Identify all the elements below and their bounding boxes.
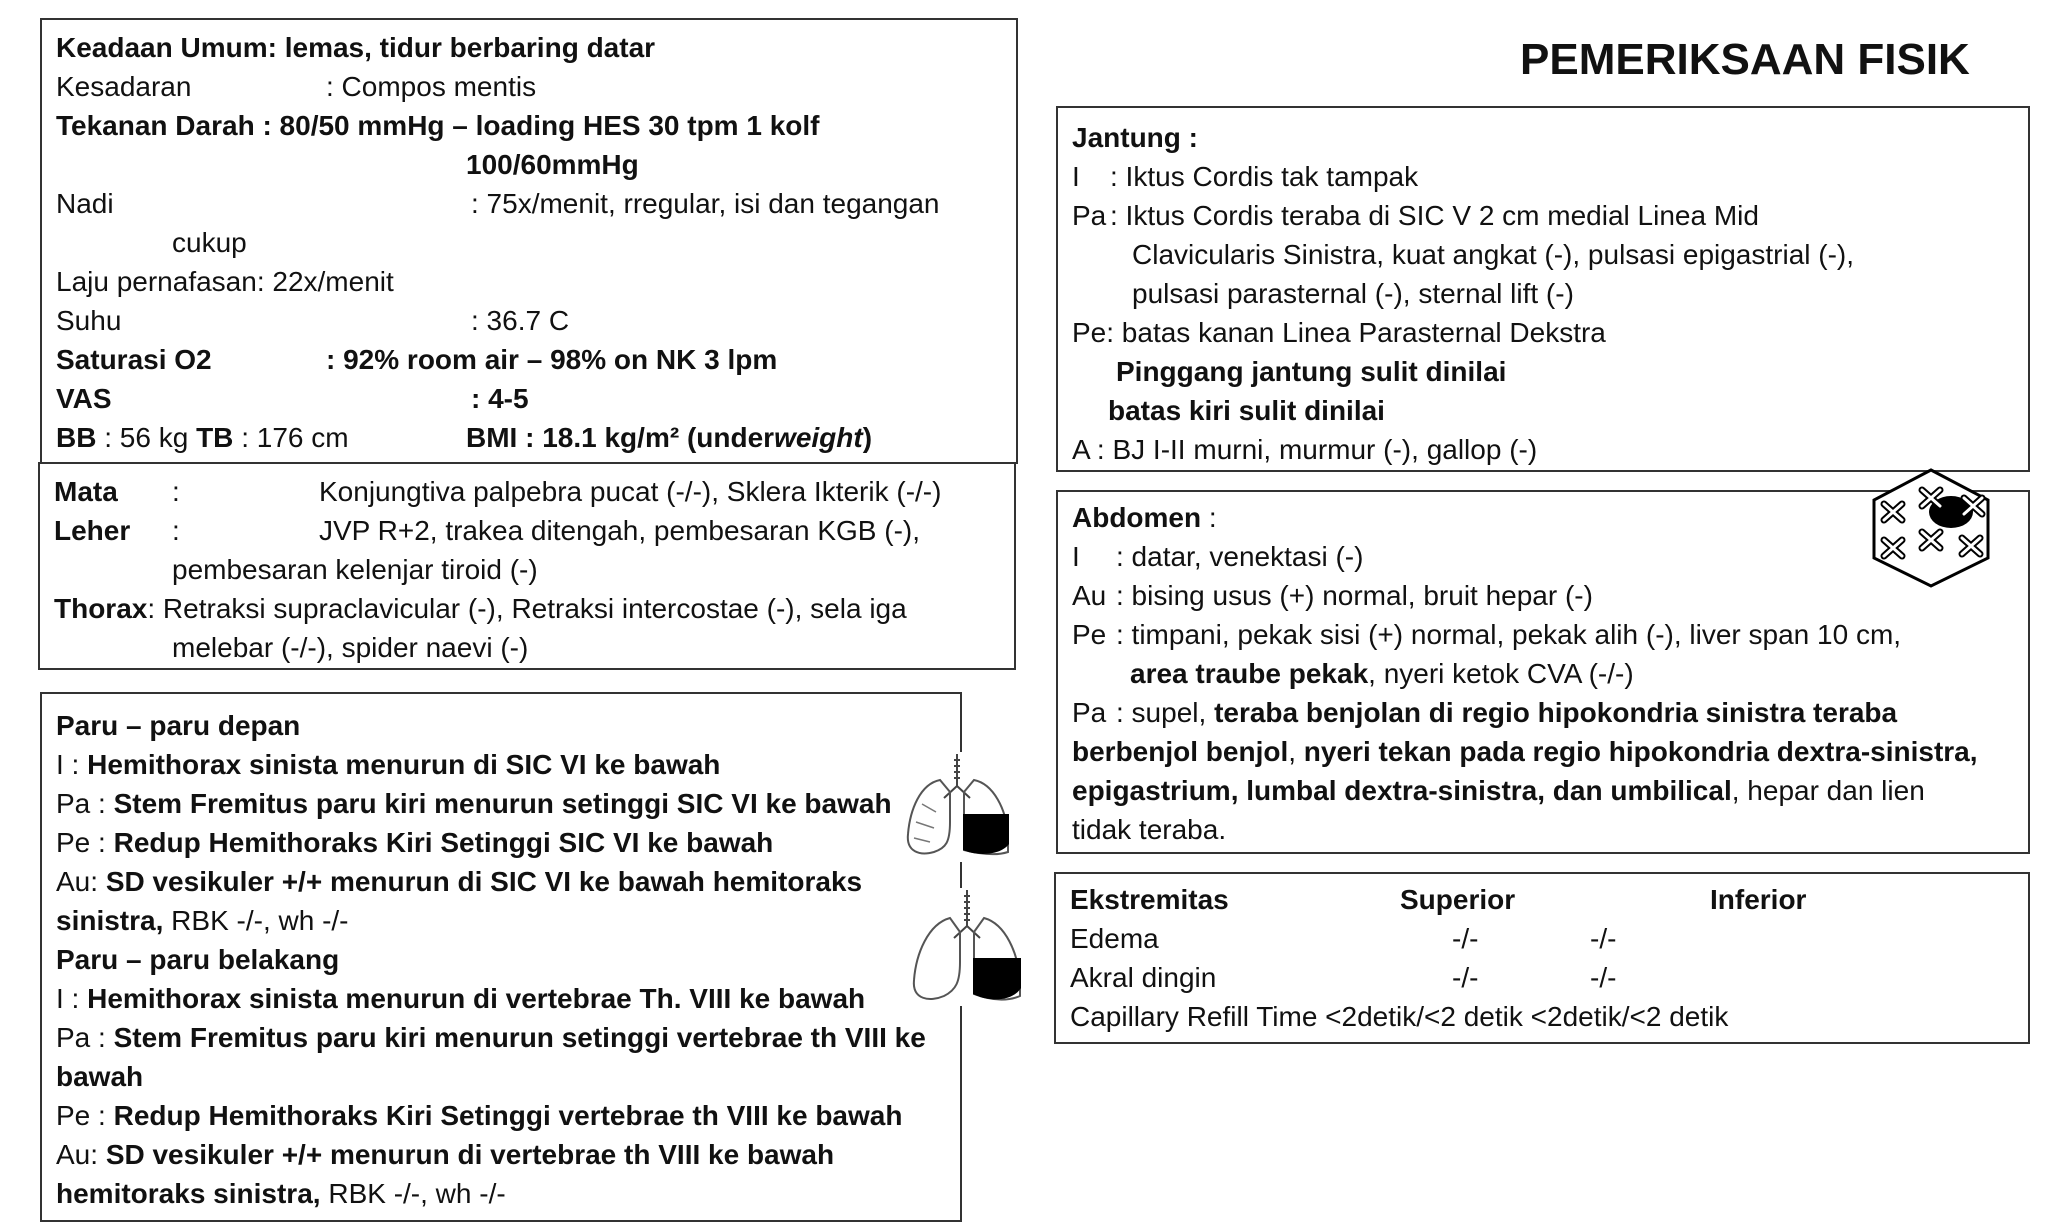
jantung-palpasi-3 (1072, 274, 2014, 313)
akral-superior: -/- (1452, 962, 1479, 993)
b-i-label: I : (56, 983, 88, 1014)
a-pa-line3-bold: epigastrium, lumbal dextra-sinistra, dan umbilical (1072, 775, 1732, 806)
paru-belakang-palpasi (56, 1018, 946, 1057)
paru-belakang-auskultasi (56, 1135, 946, 1174)
edema-row (1070, 919, 2014, 958)
bmi-row (56, 418, 1002, 457)
suhu-row (56, 301, 1002, 340)
jantung-perkusi: Pe: batas kanan Linea Parasternal Dekstra (1072, 317, 1606, 348)
tekanan-darah-row (56, 106, 1002, 145)
jantung-perkusi-2 (1072, 352, 2014, 391)
crt-row: Capillary Refill Time <2detik/<2 detik <2detik/<2 detik (1070, 1001, 1729, 1032)
vas-value: : 4-5 (471, 383, 529, 414)
tb-label: TB (196, 422, 234, 453)
a-i-label: I (1072, 541, 1080, 572)
abdomen-perkusi-2 (1072, 654, 2014, 693)
leher-row-2 (54, 550, 1000, 589)
mata-row (54, 472, 1000, 511)
td-value-2: 100/60mmHg (466, 149, 639, 180)
vital-signs-box (40, 18, 1018, 464)
abdomen-perkusi (1072, 615, 2014, 654)
d-au-bold2: sinistra, (56, 905, 164, 936)
leher-colon: : (172, 515, 180, 546)
page-title: PEMERIKSAAN FISIK (1520, 35, 1970, 84)
a-pe-tail: , nyeri ketok CVA (-/-) (1368, 658, 1634, 689)
laju-text: Laju pernafasan: 22x/menit (56, 266, 394, 297)
a-i-value: : datar, venektasi (-) (1116, 541, 1364, 572)
a-pe-label: Pe (1072, 619, 1107, 650)
nadi-label: Nadi (56, 188, 114, 219)
a-pa-line2-bold: berbenjol benjol (1072, 736, 1289, 767)
spo2-label: Saturasi O2 (56, 344, 212, 375)
bmi-close: ) (862, 422, 873, 453)
paru-box (40, 692, 962, 1222)
inferior-header: Inferior (1710, 884, 1807, 915)
abdomen-regions-icon (1866, 466, 1996, 590)
a-pa-bold: teraba benjolan di regio hipokondria sinistra teraba (1214, 697, 1898, 728)
j-pa-value-3: pulsasi parasternal (-), sternal lift (-) (1132, 278, 1574, 309)
b-au-bold2: hemitoraks sinistra, (56, 1178, 321, 1209)
lungs-front-icon (900, 752, 1018, 862)
b-au-label: Au: (56, 1139, 106, 1170)
paru-belakang-perkusi (56, 1096, 946, 1135)
bmi-italic: weight (774, 422, 863, 453)
b-pe-label: Pe : (56, 1100, 114, 1131)
a-pa-line2-mid: , (1288, 736, 1304, 767)
d-au-label: Au: (56, 866, 106, 897)
ku-label: Keadaan Umum (56, 32, 268, 63)
spo2-value: : 92% room air – 98% on NK 3 lpm (326, 344, 778, 375)
abdomen-title-colon: : (1201, 502, 1217, 533)
lungs-back-icon (908, 888, 1026, 1006)
tekanan-darah-row-2 (56, 145, 1002, 184)
bmi-label: BMI (466, 422, 518, 453)
vas-label: VAS (56, 383, 112, 414)
mata-value: Konjungtiva palpebra pucat (-/-), Sklera Ikterik (-/-) (319, 476, 942, 507)
j-pe-bold-1: Pinggang jantung sulit dinilai (1116, 356, 1507, 387)
head-neck-box (38, 462, 1016, 670)
b-au-value: SD vesikuler +/+ menurun di vertebrae th VIII ke bawah (105, 1139, 835, 1170)
edema-label: Edema (1070, 923, 1159, 954)
d-pa-value: Stem Fremitus paru kiri menurun setinggi SIC VI ke bawah (113, 788, 892, 819)
a-pe-value: : timpani, pekak sisi (+) normal, pekak alih (-), liver span 10 cm, (1116, 619, 1902, 650)
d-au-value: SD vesikuler +/+ menurun di SIC VI ke bawah hemitoraks (105, 866, 863, 897)
edema-superior: -/- (1452, 923, 1479, 954)
bb-value: : 56 kg (104, 422, 189, 453)
j-pa-label: Pa (1072, 200, 1107, 231)
nadi-value-2: cukup (172, 227, 247, 258)
kesadaran-label: Kesadaran (56, 71, 192, 102)
paru-belakang-palpasi-2: bawah (56, 1061, 144, 1092)
abdomen-palpasi-3 (1072, 771, 2014, 810)
paru-depan-title: Paru – paru depan (56, 710, 301, 741)
b-pe-value: Redup Hemithoraks Kiri Setinggi vertebrae th VIII ke bawah (113, 1100, 903, 1131)
bb-label: BB (56, 422, 97, 453)
suhu-value: : 36.7 C (471, 305, 570, 336)
a-au-value: : bising usus (+) normal, bruit hepar (-) (1116, 580, 1593, 611)
a-pe-bold: area traube pekak (1130, 658, 1369, 689)
akral-row (1070, 958, 2014, 997)
abdomen-palpasi (1072, 693, 2014, 732)
abdomen-palpasi-2 (1072, 732, 2014, 771)
b-au-tail: RBK -/-, wh -/- (320, 1178, 506, 1209)
d-i-label: I : (56, 749, 88, 780)
jantung-palpasi-2 (1072, 235, 2014, 274)
tb-value: : 176 cm (241, 422, 349, 453)
b-pa-value: Stem Fremitus paru kiri menurun setinggi vertebrae th VIII ke (113, 1022, 926, 1053)
keadaan-umum-row (56, 28, 1002, 67)
ekstremitas-header (1070, 880, 2014, 919)
akral-label: Akral dingin (1070, 962, 1217, 993)
j-i-value: : Iktus Cordis tak tampak (1110, 161, 1419, 192)
ekstremitas-box (1054, 872, 2030, 1044)
j-pa-value-2: Clavicularis Sinistra, kuat angkat (-), pulsasi epigastrial (-), (1132, 239, 1855, 270)
a-pa-line3-tail: , hepar dan lien (1731, 775, 1925, 806)
leher-value: JVP R+2, trakea ditengah, pembesaran KGB (-), (319, 515, 921, 546)
a-au-label: Au (1072, 580, 1107, 611)
paru-belakang-title: Paru – paru belakang (56, 944, 340, 975)
ku-value: : lemas, tidur berbaring datar (267, 32, 656, 63)
d-pe-label: Pe : (56, 827, 114, 858)
akral-inferior: -/- (1590, 962, 1617, 993)
mata-label: Mata (54, 476, 118, 507)
leher-row (54, 511, 1000, 550)
thorax-row-2 (54, 628, 1000, 667)
jantung-box (1056, 106, 2030, 472)
paru-depan-inspeksi (56, 745, 946, 784)
mata-colon: : (172, 476, 180, 507)
paru-depan-auskultasi-2 (56, 901, 946, 940)
d-pa-label: Pa : (56, 788, 114, 819)
jantung-perkusi-3 (1072, 391, 2014, 430)
leher-label: Leher (54, 515, 131, 546)
superior-header: Superior (1400, 884, 1516, 915)
jantung-palpasi (1072, 196, 2014, 235)
j-pe-bold-2: batas kiri sulit dinilai (1108, 395, 1385, 426)
ekstremitas-label: Ekstremitas (1070, 884, 1229, 915)
jantung-auskultasi: A : BJ I-II murni, murmur (-), gallop (-) (1072, 434, 1538, 465)
a-pa-value: : supel, (1116, 697, 1215, 728)
paru-depan-auskultasi (56, 862, 946, 901)
laju-row (56, 262, 1002, 301)
paru-depan-palpasi (56, 784, 946, 823)
d-pe-value: Redup Hemithoraks Kiri Setinggi SIC VI ke bawah (113, 827, 774, 858)
td-label: Tekanan Darah (56, 110, 255, 141)
nadi-row-2 (56, 223, 1002, 262)
thorax-value-2: melebar (-/-), spider naevi (-) (172, 632, 529, 663)
thorax-value: : Retraksi supraclavicular (-), Retraksi intercostae (-), sela iga (147, 593, 907, 624)
jantung-title: Jantung : (1072, 122, 1198, 153)
td-value: : 80/50 mmHg – loading HES 30 tpm 1 kolf (262, 110, 820, 141)
bmi-value: : 18.1 kg/m² (under (525, 422, 775, 453)
paru-belakang-auskultasi-2 (56, 1174, 946, 1213)
a-pa-line2-bold2: nyeri tekan pada regio hipokondria dextra-sinistra, (1303, 736, 1978, 767)
paru-depan-perkusi (56, 823, 946, 862)
d-au-tail: RBK -/-, wh -/- (163, 905, 349, 936)
vas-row (56, 379, 1002, 418)
nadi-row (56, 184, 1002, 223)
edema-inferior: -/- (1590, 923, 1617, 954)
leher-value-2: pembesaran kelenjar tiroid (-) (172, 554, 538, 585)
jantung-inspeksi (1072, 157, 2014, 196)
paru-belakang-inspeksi (56, 979, 946, 1018)
thorax-label: Thorax (54, 593, 148, 624)
j-i-label: I (1072, 161, 1080, 192)
abdomen-title: Abdomen (1072, 502, 1202, 533)
kesadaran-value: : Compos mentis (326, 71, 537, 102)
b-pa-label: Pa : (56, 1022, 114, 1053)
d-i-value: Hemithorax sinista menurun di SIC VI ke bawah (87, 749, 721, 780)
suhu-label: Suhu (56, 305, 122, 336)
nadi-value: : 75x/menit, rregular, isi dan tegangan (471, 188, 940, 219)
b-i-value: Hemithorax sinista menurun di vertebrae Th. VIII ke bawah (87, 983, 866, 1014)
abdomen-palpasi-4: tidak teraba. (1072, 814, 1227, 845)
kesadaran-row (56, 67, 1002, 106)
a-pa-label: Pa (1072, 697, 1107, 728)
j-pa-value: : Iktus Cordis teraba di SIC V 2 cm medial Linea Mid (1110, 200, 1759, 231)
saturasi-row (56, 340, 1002, 379)
thorax-row (54, 589, 1000, 628)
